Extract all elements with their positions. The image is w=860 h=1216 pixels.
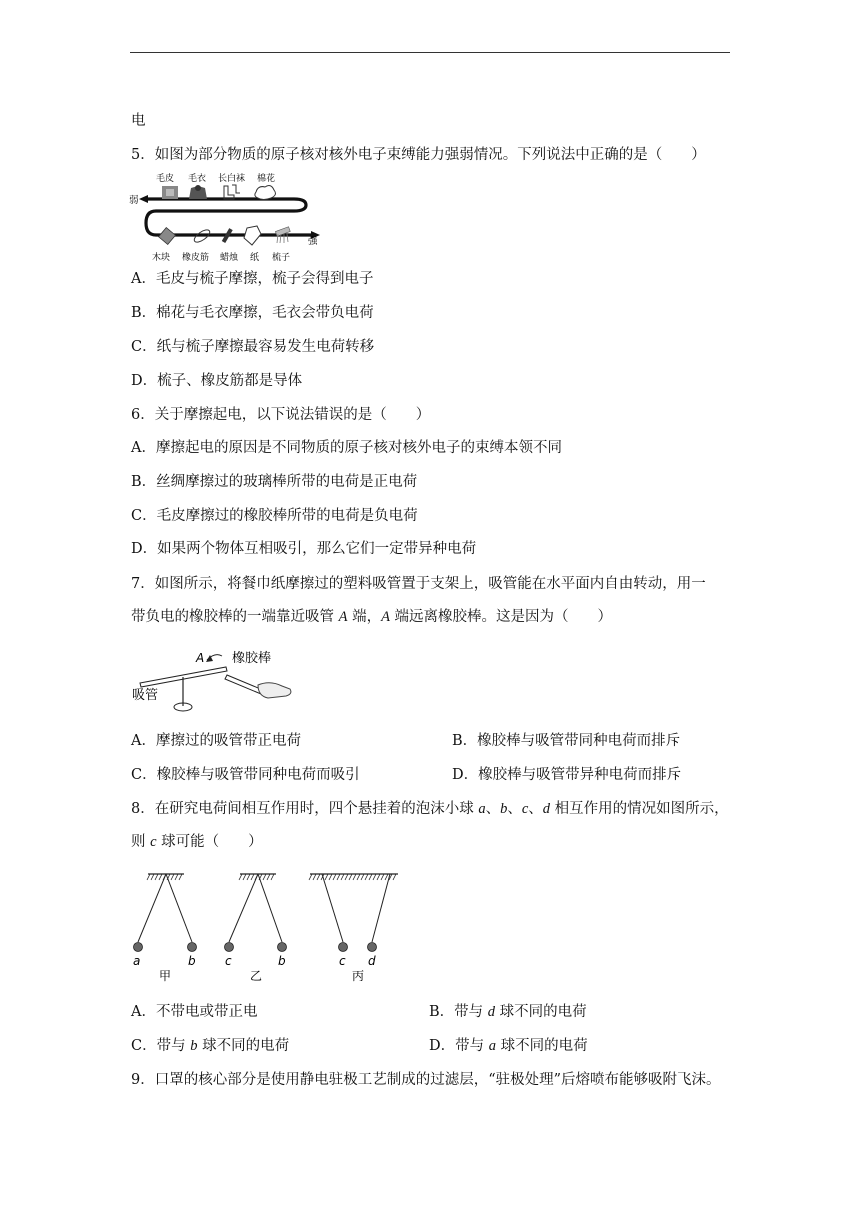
label-sweater: 毛衣 (188, 174, 207, 184)
q7-option-a: A．摩擦过的吸管带正电荷 (131, 733, 301, 749)
pendulum-yi (225, 874, 287, 983)
q8-option-a: A．不带电或带正电 (131, 1004, 258, 1020)
q6-option-b: B．丝绸摩擦过的玻璃棒所带的电荷是正电荷 (131, 474, 418, 490)
q8-stem-line1: 8．在研究电荷间相互作用时，四个悬挂着的泡沫小球 a、b、c、d 相互作用的情况如图所示， (131, 801, 729, 817)
q8-option-c: C．带与 b 球不同的电荷 (131, 1038, 290, 1054)
q5-stem: 5．如图为部分物质的原子核对核外电子束缚能力强弱情况。下列说法中正确的是（ ） (131, 147, 706, 163)
pendulum-bing (309, 874, 398, 983)
label-fur: 毛皮 (156, 174, 175, 184)
previous-question-tail: 电 (131, 113, 146, 129)
yi-ball-right: b (278, 954, 286, 968)
label-paper: 纸 (250, 253, 260, 263)
strong-label: 强 (308, 236, 318, 247)
label-wood: 木块 (152, 253, 171, 263)
label-sock: 长白袜 (218, 174, 246, 184)
q6-option-d: D．如果两个物体互相吸引，那么它们一定带异种电荷 (131, 541, 477, 557)
rubber-rod-label: 橡胶棒 (232, 651, 272, 666)
q8-option-b: B．带与 d 球不同的电荷 (429, 1004, 587, 1020)
q5-option-a: A．毛皮与梳子摩擦，梳子会得到电子 (131, 271, 374, 287)
q5-option-d: D．梳子、橡皮筋都是导体 (131, 373, 303, 389)
yi-caption: 乙 (250, 969, 263, 983)
label-candle: 蜡烛 (220, 253, 239, 263)
q6-option-c: C．毛皮摩擦过的橡胶棒所带的电荷是负电荷 (131, 508, 418, 524)
jia-ball-left: a (133, 954, 141, 968)
weak-label: 弱 (129, 195, 139, 206)
label-rubber-band: 橡皮筋 (182, 253, 210, 263)
q9-stem: 9．口罩的核心部分是使用静电驻极工艺制成的过滤层，“驻极处理”后熔喷布能够吸附飞沫。 (131, 1072, 721, 1088)
q7-option-c: C．橡胶棒与吸管带同种电荷而吸引 (131, 767, 360, 783)
q5-option-c: C．纸与梳子摩擦最容易发生电荷转移 (131, 339, 375, 355)
bing-caption: 丙 (352, 969, 365, 983)
q7-stem-line1: 7．如图所示，将餐巾纸摩擦过的塑料吸管置于支架上，吸管能在水平面内自由转动，用一 (131, 576, 706, 592)
q7-stem-line2: 带负电的橡胶棒的一端靠近吸管 A 端，A 端远离橡胶棒。这是因为（ ） (131, 609, 613, 625)
sock-picture (224, 186, 234, 199)
bing-ball-left: c (339, 954, 346, 968)
jia-caption: 甲 (159, 969, 172, 983)
q6-stem: 6．关于摩擦起电，以下说法错误的是（ ） (131, 407, 431, 423)
q5-option-b: B．棉花与毛衣摩擦，毛衣会带负电荷 (131, 305, 374, 321)
bing-ball-right: d (368, 954, 376, 968)
q5-figure (128, 168, 338, 268)
q7-option-b: B．橡胶棒与吸管带同种电荷而排斥 (452, 733, 681, 749)
straw-label: 吸管 (132, 688, 159, 703)
jia-ball-right: b (188, 954, 196, 968)
label-cotton: 棉花 (257, 174, 276, 184)
cotton-picture (255, 186, 276, 200)
straw-end-a-label: A (196, 651, 205, 665)
q8-figure (128, 866, 408, 988)
paper-picture (244, 226, 261, 245)
q8-option-d: D．带与 a 球不同的电荷 (429, 1038, 588, 1054)
q8-stem-line2: 则 c 球可能（ ） (131, 834, 263, 850)
yi-ball-left: c (225, 954, 232, 968)
q6-option-a: A．摩擦起电的原因是不同物质的原子核对核外电子的束缚本领不同 (131, 440, 562, 456)
q7-option-d: D．橡胶棒与吸管带异种电荷而排斥 (452, 767, 682, 783)
q7-figure (130, 642, 300, 722)
wood-picture (159, 228, 176, 245)
rubber-rod (225, 675, 263, 694)
pendulum-jia (133, 874, 197, 983)
label-comb: 梳子 (272, 253, 291, 263)
header-rule (130, 52, 730, 53)
hand-picture (258, 683, 291, 698)
